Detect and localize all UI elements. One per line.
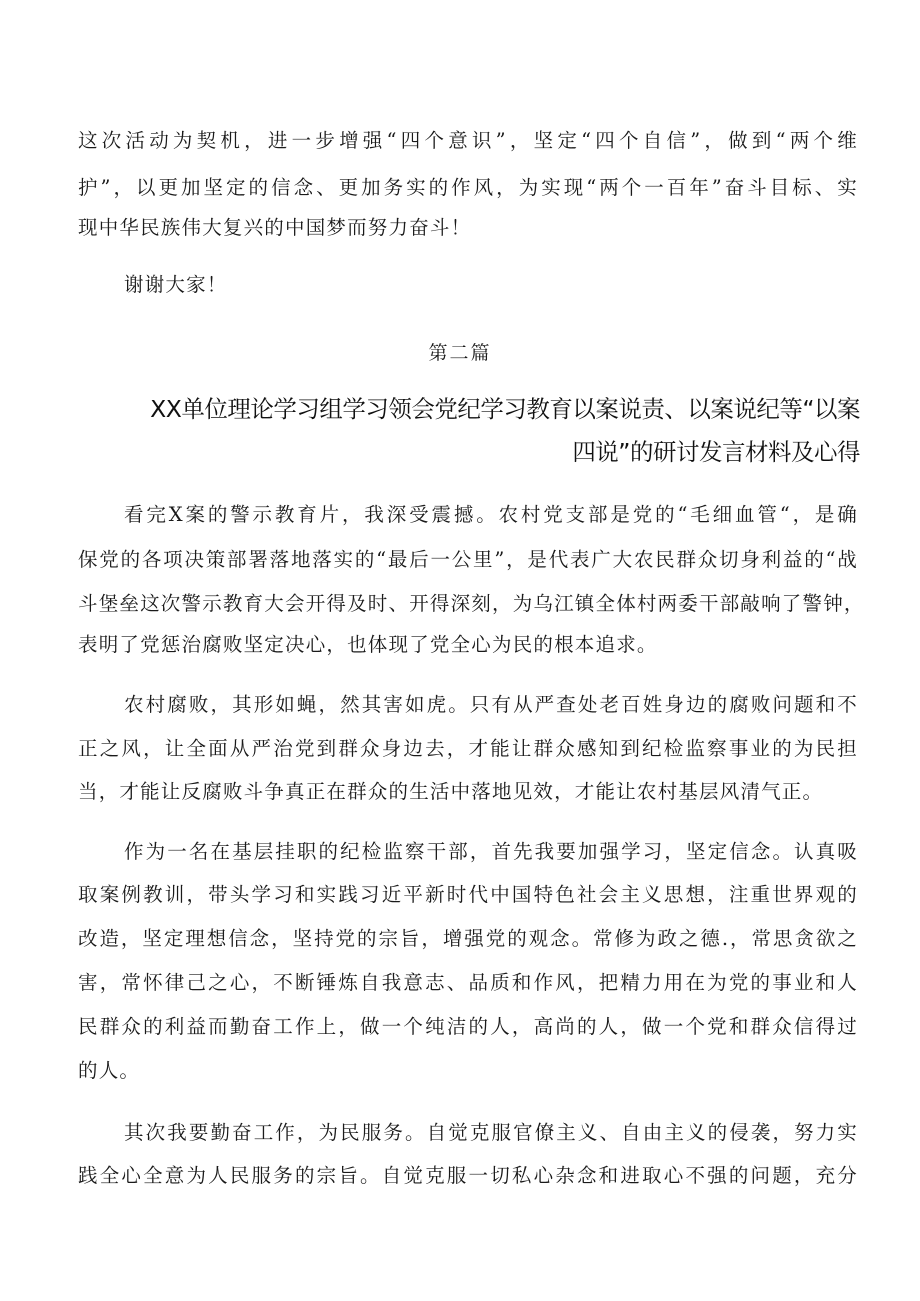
paragraph-line: 农村腐败，其形如蝇，然其害如虎。只有从严查处老百姓身边的腐败问题和不 [124, 693, 858, 716]
article-title-line: 四说”的研讨发言材料及心得 [572, 438, 860, 466]
paragraph-line: 表明了党惩治腐败坚定决心，也体现了党全心为民的根本追求。 [78, 633, 658, 656]
paragraph-line: 取案例教训，带头学习和实践习近平新时代中国特色社会主义思想，注重世界观的 [78, 883, 858, 906]
paragraph-line: 看完X案的警示教育片，我深受震撼。农村党支部是党的“毛细血管“，是确 [124, 503, 858, 526]
paragraph-line: 践全心全意为人民服务的宗旨。自觉克服一切私心杂念和进取心不强的问题，充分 [78, 1164, 858, 1187]
paragraph-line: 民群众的利益而勤奋工作上，做一个纯洁的人，高尚的人，做一个党和群众信得过 [78, 1015, 858, 1038]
intro-line: 这次活动为契机，进一步增强“四个意识”，坚定“四个自信”，做到“两个维 [78, 129, 858, 152]
intro-line: 现中华民族伟大复兴的中国梦而努力奋斗！ [78, 216, 472, 239]
paragraph-line: 正之风，让全面从严治党到群众身边去，才能让群众感知到纪检监察事业的为民担 [78, 737, 858, 760]
intro-line: 护”，以更加坚定的信念、更加务实的作风，为实现“两个一百年”奋斗目标、实 [78, 176, 858, 199]
paragraph-line: 改造，坚定理想信念，坚持党的宗旨，增强党的观念。常修为政之德.，常思贪欲之 [78, 927, 858, 950]
paragraph-line: 保党的各项决策部署落地落实的“最后一公里”，是代表广大农民群众切身利益的“战 [78, 548, 858, 571]
paragraph-line: 作为一名在基层挂职的纪检监察干部，首先我要加强学习，坚定信念。认真吸 [124, 840, 858, 863]
paragraph-line: 当，才能让反腐败斗争真正在群众的生活中落地见效，才能让农村基层风清气正。 [78, 780, 824, 803]
paragraph-line: 害，常怀律己之心，不断锤炼自我意志、品质和作风，把精力用在为党的事业和人 [78, 971, 858, 994]
article-title-line: XX单位理论学习组学习领会党纪学习教育以案说责、以案说纪等“以案 [150, 395, 860, 423]
section-label: 第二篇 [428, 342, 492, 364]
thanks-text: 谢谢大家！ [124, 273, 228, 296]
paragraph-line: 斗堡垒这次警示教育大会开得及时、开得深刻，为乌江镇全体村两委干部敲响了警钟， [78, 592, 865, 615]
paragraph-line: 的人。 [78, 1059, 141, 1082]
paragraph-line: 其次我要勤奋工作，为民服务。自觉克服官僚主义、自由主义的侵袭，努力实 [124, 1121, 858, 1144]
